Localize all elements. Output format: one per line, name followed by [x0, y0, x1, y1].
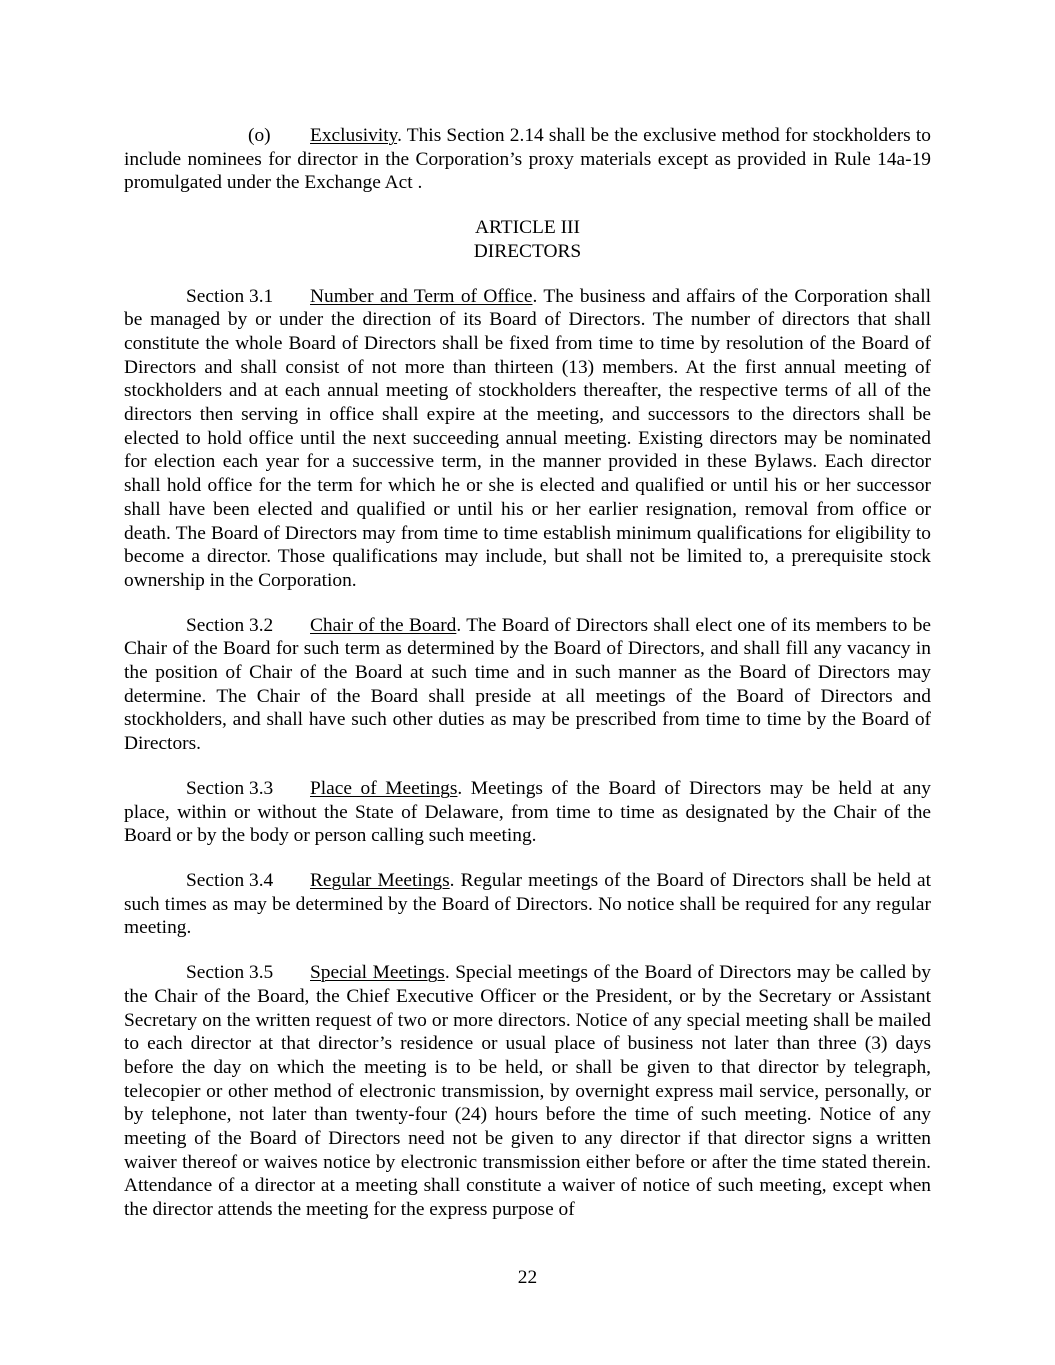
section-text: . Regular meetings of the Board of Directors shall be held at such times as may be determined by the Board of Directors. No notice shall be required for any regular meeting.: [124, 869, 931, 939]
section-title: Special Meetings: [310, 962, 445, 984]
clause-title: Exclusivity: [310, 125, 398, 146]
section-title: Place of Meetings: [310, 777, 458, 799]
section-3-4-paragraph: [124, 869, 931, 940]
section-number: Section 3.3: [186, 777, 274, 799]
section-3-5-paragraph: [124, 961, 931, 1222]
page-number: 22: [517, 1267, 538, 1288]
section-number: Section 3.2: [186, 614, 274, 636]
article-label: ARTICLE III: [475, 217, 580, 239]
section-text: . The Board of Directors shall elect one of its members to be Chair of the Board for such term as determined by the Board of Directors, and shall fill any vacancy in the position of Chair of the Board at such time and in such manner as the Board of Directors may determine. The Chair of the Board shall preside at all meetings of the Board of Directors and stockholders, and shall have such other duties as may be prescribed from time to time by the Board of Directors.: [124, 614, 931, 755]
section-title: Number and Term of Office: [310, 285, 533, 307]
section-number: Section 3.1: [186, 285, 274, 307]
section-text: . The business and affairs of the Corporation shall be managed by or under the direction of its Board of Directors. The number of directors that shall constitute the whole Board of Directors shall be fixed from time to time by resolution of the Board of Directors and shall consist of not more than thirteen (13) members. At the first annual meeting of stockholders and at each annual meeting of stockholders thereafter, the respective terms of all of the directors then serving in office shall expire at the meeting, and successors to the directors shall be elected to hold office until the next succeeding annual meeting. Existing directors may be nominated for election each year for a successive term, in the manner provided in these Bylaws. Each director shall hold office for the term for which he or she is elected and qualified or until his or her successor shall have been elected and qualified or until his or her earlier resignation, removal from office or death. The Board of Directors may from time to time establish minimum qualifications for eligibility to become a director. Those qualifications may include, but shall not be limited to, a prerequisite stock ownership in the Corporation.: [124, 285, 931, 591]
section-number: Section 3.4: [186, 869, 274, 891]
section-text: . Special meetings of the Board of Directors may be called by the Chair of the Board, the Chief Executive Officer or the President, or by the Secretary or Assistant Secretary on the written request of two or more directors. Notice of any special meeting shall be mailed to each director at that director’s residence or usual place of business not later than three (3) days before the day on which the meeting is to be held, or shall be given to that director by telegraph, telecopier or other method of electronic transmission, by overnight express mail service, personally, or by telephone, not later than twenty-four (24) hours before the time of such meeting. Notice of any meeting of the Board of Directors need not be given to any director if that director signs a written waiver thereof or waives notice by electronic transmission either before or after the time stated therein. Attendance of a director at a meeting shall constitute a waiver of notice of such meeting, except when the director attends the meeting for the express purpose of: [124, 962, 931, 1221]
page-content: [124, 124, 931, 1243]
section-title: Regular Meetings: [310, 869, 450, 891]
clause-text: . This Section 2.14 shall be the exclusive method for stockholders to include nominees for director in the Corporation’s proxy materials except as provided in Rule 14a-19 promulgated under the Exchange Act .: [124, 125, 931, 194]
section-3-2-paragraph: [124, 614, 931, 756]
section-title: Chair of the Board: [310, 614, 457, 636]
section-3-3-paragraph: [124, 777, 931, 848]
section-text: . Meetings of the Board of Directors may be held at any place, within or without the State of Delaware, from time to time as designated by the Chair of the Board or by the body or person calling such meeting.: [124, 777, 931, 847]
article-title: DIRECTORS: [473, 240, 582, 262]
clause-o-paragraph: [124, 124, 931, 195]
clause-number: (o): [248, 125, 271, 146]
section-number: Section 3.5: [186, 962, 274, 984]
section-3-1-paragraph: [124, 285, 931, 593]
article-heading: [124, 216, 931, 263]
